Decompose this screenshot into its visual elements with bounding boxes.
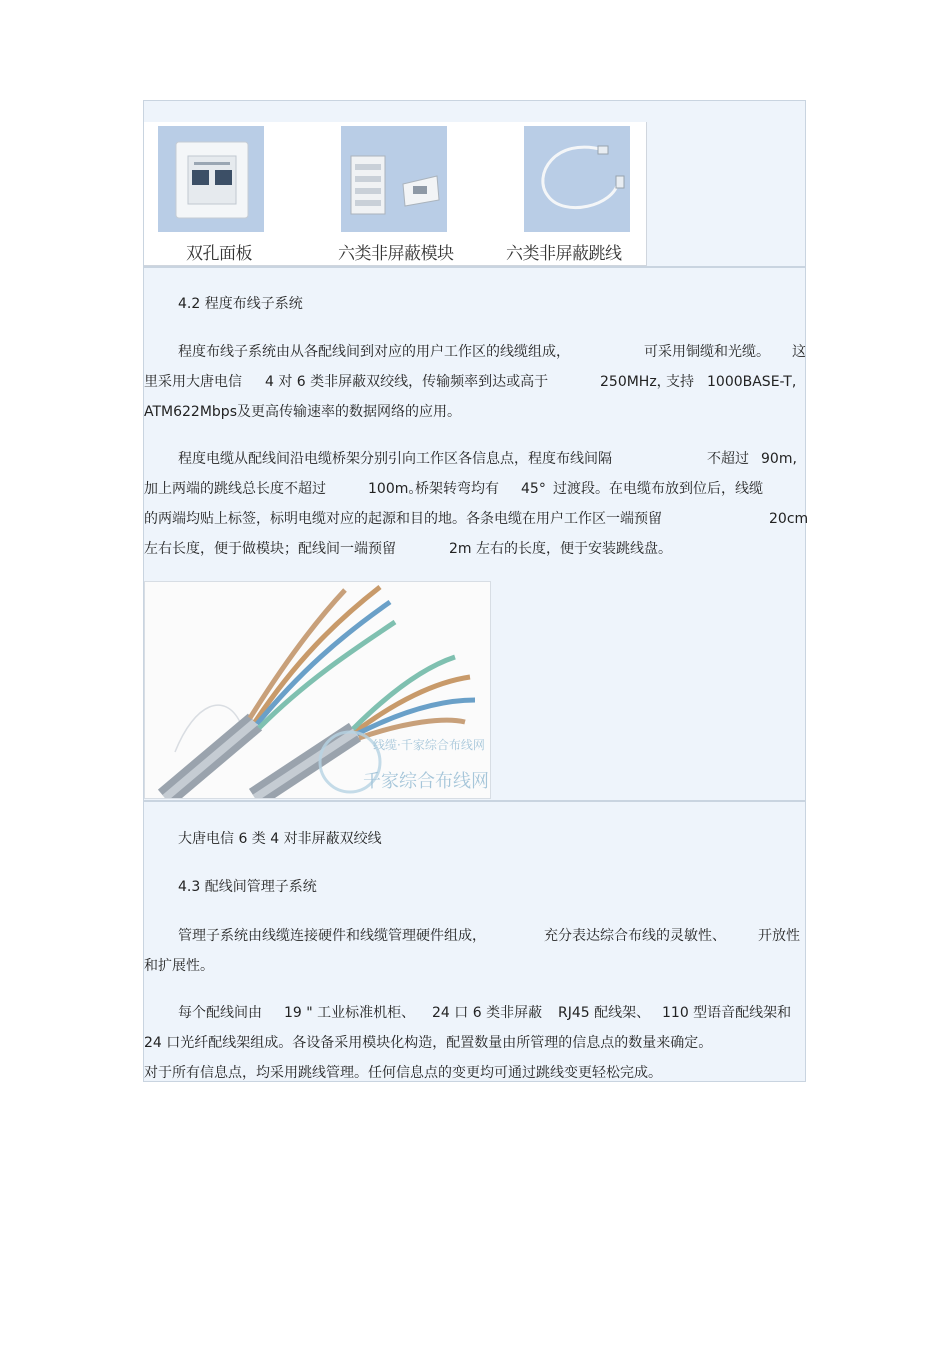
section-4-3-block [143, 801, 806, 1082]
s43-para1-line1-b: 充分表达综合布线的灵敏性、 [544, 928, 726, 944]
cat6-cable-photo [144, 581, 491, 799]
para1-line2-d: 支持 [666, 374, 694, 390]
para1-line2-a: 里采用大唐电信 [144, 374, 242, 390]
s43-para2-line1-d: RJ45 配线架、 [558, 1005, 651, 1021]
para2-line2-e: 过渡段。在电缆布放到位后，线缆 [553, 481, 763, 497]
para2-line4-a: 左右长度，便于做模块；配线间一端预留 [144, 541, 396, 557]
para2-line2-c: 桥架转弯均有 [415, 481, 499, 497]
s43-para2-line3: 对于所有信息点，均采用跳线管理。任何信息点的变更均可通过跳线变更轻松完成。 [144, 1065, 662, 1081]
s43-para2-line1-c: 24 口 6 类非屏蔽 [432, 1005, 543, 1021]
para2-line4-b: 2m 左右的长度，便于安装跳线盘。 [449, 541, 672, 557]
patch-cord-caption: 六类非屏蔽跳线 [506, 244, 622, 264]
faceplate-caption: 双孔面板 [186, 244, 252, 264]
para2-line1-a: 程度电缆从配线间沿电缆桥架分别引向工作区各信息点，程度布线间隔 [178, 451, 612, 467]
para1-line1-c: 这 [792, 344, 806, 360]
para2-line2-a: 加上两端的跳线总长度不超过 [144, 481, 326, 497]
s43-para1-line1-a: 管理子系统由线缆连接硬件和线缆管理硬件组成， [178, 928, 486, 944]
section-4-3-heading: 4.3 配线间管理子系统 [178, 879, 317, 895]
s43-para2-line1-b: 19 " 工业标准机柜、 [284, 1005, 416, 1021]
cat6-module-image [341, 126, 447, 232]
s43-para1-line2: 和扩展性。 [144, 958, 214, 974]
para2-line3-b: 20cm [769, 511, 809, 527]
section-4-2-block [143, 267, 809, 801]
dual-port-faceplate-image [158, 126, 264, 232]
para2-line2-b: 100m。 [368, 481, 423, 497]
s43-para2-line2: 24 口光纤配线架组成。各设备采用模块化构造，配置数量由所管理的信息点的数量来确定。 [144, 1035, 713, 1051]
para1-line2-b: 4 对 6 类非屏蔽双绞线，传输频率到达或高于 [265, 374, 549, 390]
cat6-patch-cord-image [524, 126, 630, 232]
para2-line1-b: 不超过 [707, 451, 749, 467]
s43-para1-line1-c: 开放性 [758, 928, 800, 944]
module-caption: 六类非屏蔽模块 [338, 244, 454, 264]
cable-photo-caption: 大唐电信 6 类 4 对非屏蔽双绞线 [178, 831, 382, 847]
product-images-row [144, 122, 647, 266]
para1-line2-c: 250MHz， [600, 374, 671, 390]
para2-line1-c: 90m, [761, 451, 797, 467]
para2-line2-d: 45° [521, 481, 546, 497]
watermark-bottom: 千家综合布线网 [363, 771, 489, 792]
s43-para2-line1-e: 110 型语音配线架和 [662, 1005, 792, 1021]
para1-line1-a: 程度布线子系统由从各配线间到对应的用户工作区的线缆组成， [178, 344, 570, 360]
s43-para2-line1-a: 每个配线间由 [178, 1005, 262, 1021]
watermark-top: 线缆·千家综合布线网 [373, 738, 485, 752]
para1-line2-e: 1000BASE-T, [707, 374, 797, 390]
para1-line1-b: 可采用铜缆和光缆。 [644, 344, 770, 360]
section-4-2-heading: 4.2 程度布线子系统 [178, 296, 303, 312]
para1-line3: ATM622Mbps及更高传输速率的数据网络的应用。 [144, 404, 461, 420]
para2-line3-a: 的两端均贴上标签，标明电缆对应的起源和目的地。各条电缆在用户工作区一端预留 [144, 511, 662, 527]
product-images-block [143, 100, 806, 267]
